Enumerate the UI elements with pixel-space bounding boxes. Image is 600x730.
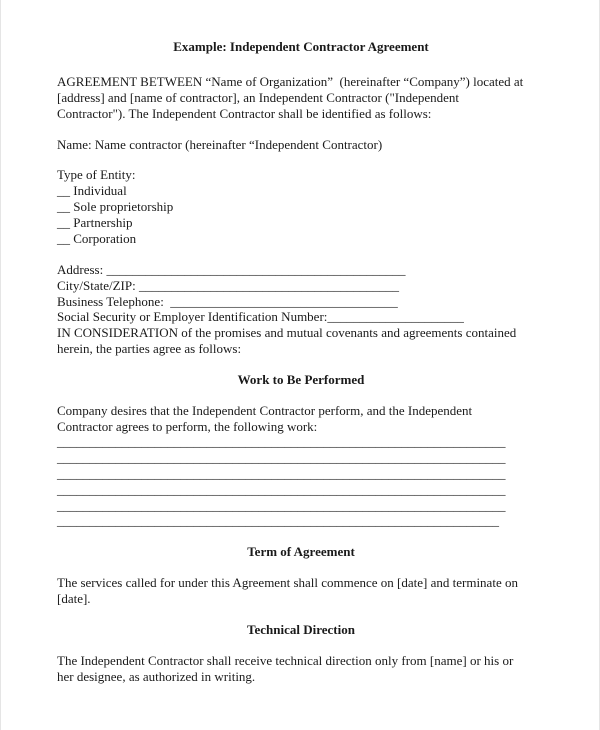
contractor-name-line: Name: Name contractor (hereinafter “Independent Contractor) [57,137,383,152]
term-line-2: [date]. [57,591,91,606]
intro-line-1: AGREEMENT BETWEEN “Name of Organization” (hereinafter “Company”) located at [57,74,524,89]
address-field: Address: ______________________________________________ [57,262,406,277]
city-state-zip-field: City/State/ZIP: ________________________________________ [57,278,399,293]
consideration-line-2: herein, the parties agree as follows: [57,341,242,356]
work-blank-line: _____________________________________________________________________ [57,434,506,449]
term-heading: Term of Agreement [247,544,355,559]
term-line-1: The services called for under this Agreement shall commence on [date] and terminate on [57,575,518,590]
work-heading: Work to Be Performed [237,372,365,387]
work-line-1: Company desires that the Independent Contractor perform, and the Independent [57,403,473,418]
intro-line-2: [address] and [name of contractor], an Independent Contractor ("Independent [57,90,459,105]
work-blank-line: _____________________________________________________________________ [57,482,506,497]
technical-heading: Technical Direction [247,622,355,637]
entity-option-corporation: __ Corporation [57,231,137,246]
intro-line-3: Contractor"). The Independent Contractor shall be identified as follows: [57,106,432,121]
work-blank-line: _____________________________________________________________________ [57,466,506,481]
ssn-ein-field: Social Security or Employer Identification Number:_____________________ [57,309,464,324]
business-telephone-field: Business Telephone: ___________________________________ [57,294,398,309]
work-blank-line: ____________________________________________________________________ [57,513,499,528]
work-blank-line: _____________________________________________________________________ [57,498,506,513]
technical-line-2: her designee, as authorized in writing. [57,669,256,684]
technical-line-1: The Independent Contractor shall receive technical direction only from [name] or his or [57,653,514,668]
document-title: Example: Independent Contractor Agreement [173,39,429,54]
consideration-line-1: IN CONSIDERATION of the promises and mutual covenants and agreements contained [57,325,517,340]
work-line-2: Contractor agrees to perform, the following work: [57,419,318,434]
entity-option-individual: __ Individual [57,183,127,198]
entity-type-label: Type of Entity: [57,167,136,182]
work-blank-line: _____________________________________________________________________ [57,450,506,465]
entity-option-sole-proprietorship: __ Sole proprietorship [57,199,174,214]
entity-option-partnership: __ Partnership [57,215,133,230]
